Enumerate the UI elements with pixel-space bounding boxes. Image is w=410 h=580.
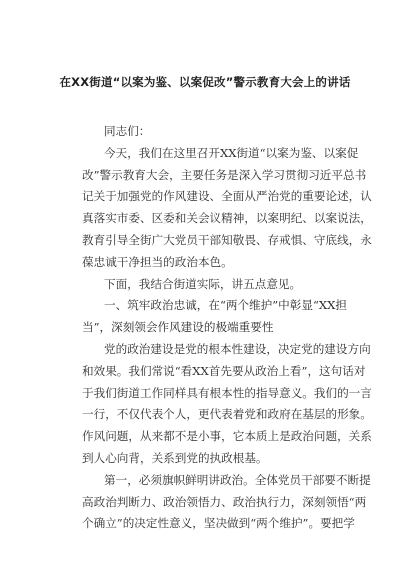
paragraph-line: 作风问题，从来都不是小事，它本质上是政治问题，关系 <box>82 429 372 444</box>
paragraph-line: 高政治判断力、政治领悟力、政治执行力，深刻领悟“两 <box>82 494 367 509</box>
paragraph-line: 到人心向背，关系到党的执政根基。 <box>82 450 268 465</box>
document-title: 在XX街道“以案为鉴、以案促改”警示教育大会上的讲话 <box>59 75 351 89</box>
paragraph-line: 个确立”的决定性意义，坚决做到“两个维护”。要把学 <box>82 516 355 531</box>
paragraph-line: 于我们街道工作同样具有根本性的指导意义。我们的一言 <box>82 385 372 400</box>
paragraph-line: 党的政治建设是党的根本性建设，决定党的建设方向 <box>104 341 371 356</box>
paragraph-line: 一行，不仅代表个人，更代表着党和政府在基层的形象。 <box>82 407 372 422</box>
paragraph-line: 下面，我结合街道实际，讲五点意见。 <box>104 276 302 291</box>
paragraph-line: 第一，必须旗帜鲜明讲政治。全体党员干部要不断提 <box>104 472 371 487</box>
paragraph-line: 真落实市委、区委和关会议精神，以案明纪、以案说法， <box>82 211 372 226</box>
paragraph-political-building <box>82 339 372 470</box>
paragraph-line: 教育引导全街广大党员干部知敬畏、存戒惧、守底线，永 <box>82 232 372 247</box>
paragraph-line: 和效果。我们常说“看XX首先要从政治上看”，这句话对 <box>82 363 366 378</box>
section-heading <box>82 295 347 339</box>
paragraph-line: 葆忠诚干净担当的政治本色。 <box>82 254 233 269</box>
paragraph-outline <box>82 274 342 296</box>
paragraph-line: 记关于加强党的作风建设、全面从严治党的重要论述，认 <box>82 189 372 204</box>
paragraph-opening <box>82 143 372 274</box>
salutation-line: 同志们： <box>104 124 151 138</box>
paragraph-first-point <box>82 470 371 535</box>
salutation <box>82 121 342 143</box>
paragraph-line: 改”警示教育大会，主要任务是深入学习贯彻习近平总书 <box>82 167 367 182</box>
document-body <box>82 121 372 535</box>
heading-line: 一、筑牢政治忠诚，在“两个维护”中彰显“XX担 <box>104 298 347 313</box>
paragraph-line: 今天，我们在这里召开XX街道“以案为鉴、以案促 <box>104 145 359 160</box>
heading-line: 当”，深刻领会作风建设的极端重要性 <box>82 320 274 335</box>
